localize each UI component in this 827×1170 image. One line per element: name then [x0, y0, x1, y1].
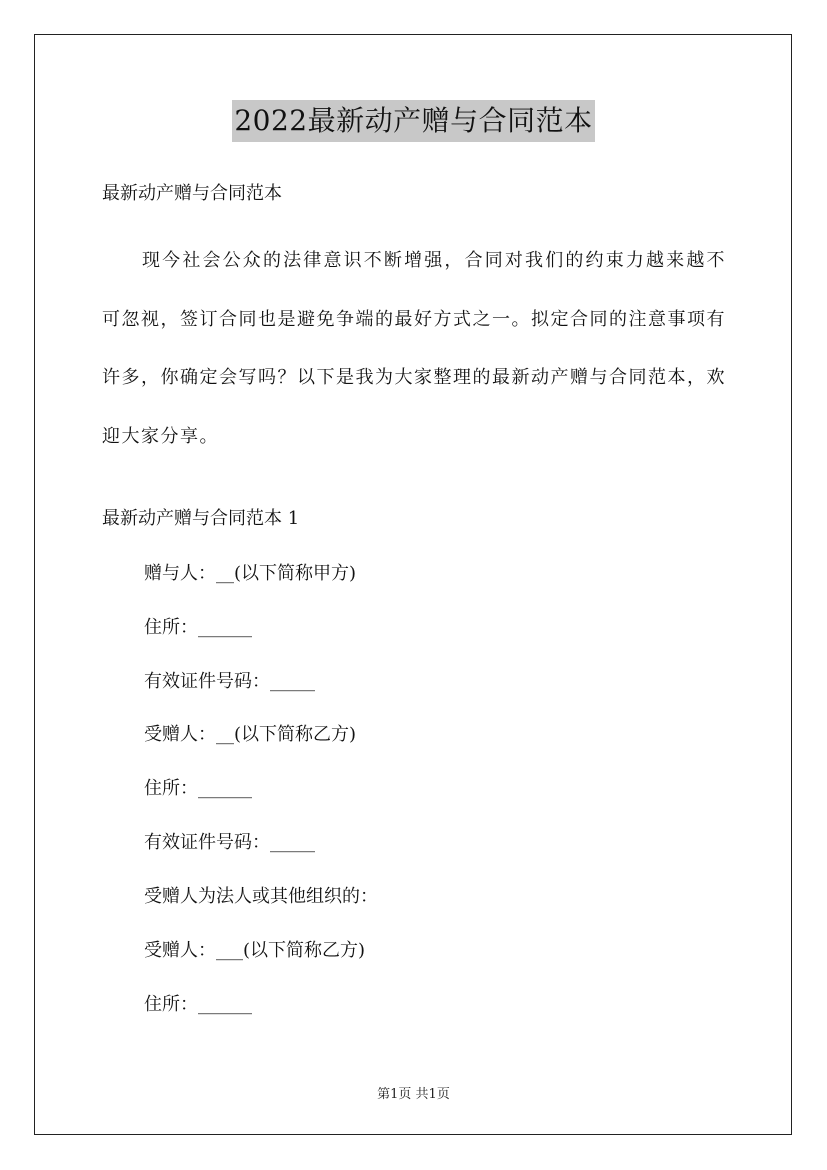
field-donor-address: 住所：______ [144, 617, 252, 638]
section-heading: 最新动产赠与合同范本 1 [102, 508, 300, 529]
field-donee-org: 受赠人：___(以下简称乙方) [144, 940, 366, 961]
field-donee: 受赠人：__(以下简称乙方) [144, 724, 357, 745]
title-container [0, 100, 827, 142]
document-subtitle: 最新动产赠与合同范本 [102, 183, 282, 204]
field-donor: 赠与人：__(以下简称甲方) [144, 563, 357, 584]
field-donor-id: 有效证件号码：_____ [144, 671, 315, 692]
field-donee-org-address: 住所：______ [144, 994, 252, 1015]
intro-paragraph: 现今社会公众的法律意识不断增强，合同对我们的约束力越来越不可忽视，签订合同也是避免争端的最好方式之一。拟定合同的注意事项有许多，你确定会写吗？以下是我为大家整理的最新动产赠与合同范本，欢迎大家分享。 [102, 250, 726, 447]
field-donee-id: 有效证件号码：_____ [144, 832, 315, 853]
field-donee-address: 住所：______ [144, 778, 252, 799]
field-donee-org-note: 受赠人为法人或其他组织的： [144, 886, 378, 907]
document-title: 2022最新动产赠与合同范本 [232, 100, 594, 142]
page-footer: 第1页 共1页 [377, 1087, 450, 1102]
